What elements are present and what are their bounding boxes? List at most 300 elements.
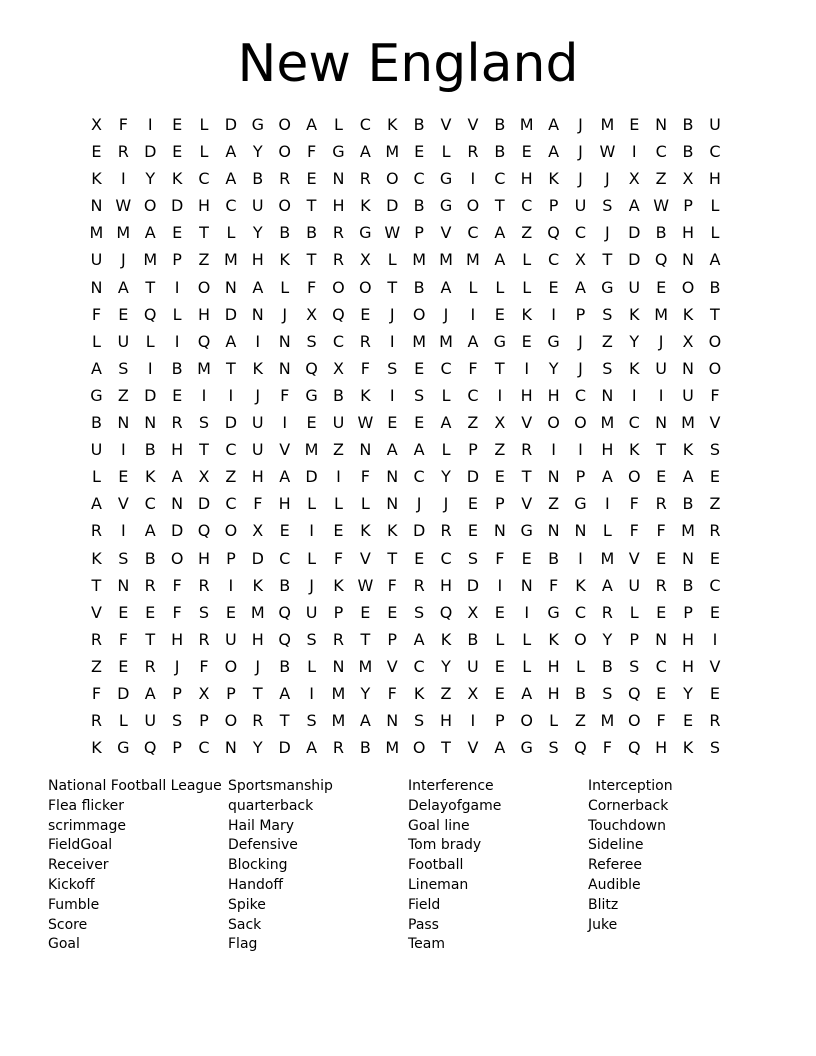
grid-cell: M	[143, 250, 158, 270]
grid-cell: D	[170, 196, 184, 216]
grid-cell: A	[171, 467, 183, 487]
grid-cell: X	[628, 169, 640, 189]
grid-cell: B	[682, 494, 694, 514]
grid-cell: I	[309, 521, 314, 541]
grid-cell: G	[439, 196, 453, 216]
grid-cell: I	[524, 358, 530, 378]
grid-cell: L	[226, 223, 236, 243]
grid-cell: V	[709, 413, 721, 433]
grid-cell: E	[656, 602, 667, 622]
grid-cell: S	[198, 413, 210, 433]
grid-cell: S	[172, 711, 183, 731]
grid-cell: N	[224, 738, 237, 758]
grid-cell: W	[357, 413, 374, 433]
grid-cell: Q	[439, 602, 453, 622]
grid-cell: L	[441, 142, 451, 162]
word-list-item: Touchdown	[588, 817, 666, 834]
grid-cell: R	[332, 738, 345, 758]
grid-cell: M	[89, 223, 104, 243]
grid-cell: C	[467, 223, 479, 243]
grid-cell: P	[575, 304, 586, 324]
grid-cell: A	[548, 142, 560, 162]
word-list-item: Receiver	[48, 857, 109, 874]
grid-cell: I	[389, 385, 395, 405]
grid-cell: A	[440, 413, 452, 433]
grid-cell: S	[467, 548, 478, 568]
grid-cell: C	[655, 656, 667, 676]
word-list-item: Flag	[228, 936, 258, 953]
grid-cell: L	[334, 494, 343, 514]
grid-cell: U	[682, 385, 694, 405]
grid-cell: E	[682, 711, 694, 731]
grid-cell: R	[655, 494, 667, 514]
grid-cell: L	[387, 250, 397, 270]
grid-cell: V	[90, 602, 102, 622]
grid-cell: Q	[627, 738, 641, 758]
grid-cell: U	[628, 575, 641, 595]
grid-cell: C	[332, 331, 345, 351]
grid-cell: N	[144, 413, 157, 433]
grid-cell: E	[387, 413, 398, 433]
grid-cell: C	[440, 548, 452, 568]
grid-cell: K	[360, 385, 371, 405]
grid-cell: L	[495, 629, 505, 649]
grid-cell: S	[306, 629, 317, 649]
grid-cell: L	[549, 711, 559, 731]
grid-cell: Z	[548, 494, 560, 514]
grid-cell: P	[387, 629, 398, 649]
grid-cell: B	[359, 738, 371, 758]
grid-cell: J	[309, 575, 314, 595]
grid-cell: I	[497, 385, 503, 405]
word-list-item: Field	[408, 896, 441, 913]
grid-cell: P	[333, 602, 344, 622]
grid-cell: S	[414, 385, 425, 405]
grid-cell: G	[117, 738, 130, 758]
grid-cell: A	[144, 683, 156, 703]
grid-cell: Q	[547, 223, 560, 243]
grid-cell: K	[629, 358, 640, 378]
grid-cell: N	[386, 711, 399, 731]
grid-cell: G	[90, 385, 103, 405]
grid-cell: E	[414, 142, 425, 162]
grid-cell: S	[198, 602, 210, 622]
grid-cell: B	[279, 656, 291, 676]
grid-cell: C	[440, 358, 452, 378]
grid-cell: L	[441, 440, 451, 460]
grid-cell: K	[333, 575, 344, 595]
word-list-item: Fumble	[48, 896, 100, 913]
word-list-item: Hail Mary	[228, 817, 295, 834]
grid-cell: L	[629, 602, 639, 622]
grid-cell: E	[656, 683, 667, 703]
grid-cell: X	[467, 602, 479, 622]
grid-cell: Y	[441, 467, 451, 487]
grid-cell: K	[413, 683, 425, 703]
grid-cell: T	[199, 440, 209, 460]
grid-cell: B	[682, 575, 694, 595]
grid-cell: E	[548, 277, 559, 297]
grid-cell: T	[199, 223, 209, 243]
grid-cell: F	[118, 115, 128, 134]
grid-cell: L	[199, 115, 209, 134]
grid-cell: N	[224, 277, 237, 297]
grid-cell: E	[414, 413, 425, 433]
grid-cell: O	[520, 711, 533, 731]
grid-cell: C	[225, 196, 237, 216]
grid-cell: E	[172, 223, 183, 243]
grid-cell: I	[551, 304, 556, 324]
grid-cell: A	[682, 467, 694, 487]
grid-cell: M	[223, 250, 238, 270]
grid-cell: C	[655, 142, 667, 162]
grid-cell: Z	[332, 440, 344, 460]
grid-cell: X	[494, 413, 506, 433]
grid-cell: R	[198, 575, 210, 595]
grid-cell: E	[709, 683, 720, 703]
word-list-item: quarterback	[228, 797, 314, 814]
grid-cell: Y	[252, 738, 263, 758]
grid-cell: C	[198, 169, 210, 189]
grid-cell: C	[413, 169, 425, 189]
grid-cell: F	[602, 738, 612, 758]
grid-cell: I	[578, 548, 583, 568]
grid-cell: A	[359, 142, 371, 162]
grid-cell: V	[709, 656, 721, 676]
grid-cell: U	[90, 250, 103, 270]
grid-cell: O	[627, 711, 641, 731]
grid-cell: T	[494, 196, 505, 216]
grid-cell: V	[521, 413, 533, 433]
grid-cell: A	[144, 223, 156, 243]
grid-cell: C	[574, 602, 587, 622]
grid-cell: P	[575, 467, 586, 487]
grid-cell: R	[332, 223, 345, 243]
grid-cell: X	[252, 521, 264, 541]
grid-cell: C	[494, 169, 506, 189]
grid-cell: U	[251, 440, 264, 460]
grid-cell: Z	[601, 331, 613, 351]
grid-cell: B	[413, 277, 425, 297]
grid-cell: S	[709, 738, 720, 758]
grid-cell: L	[710, 196, 720, 216]
grid-cell: M	[358, 656, 373, 676]
grid-cell: F	[468, 358, 478, 378]
grid-cell: R	[709, 711, 721, 731]
grid-cell: O	[708, 331, 722, 351]
grid-cell: N	[386, 494, 399, 514]
word-list-item: Pass	[408, 916, 439, 933]
grid-cell: C	[709, 575, 721, 595]
grid-cell: E	[709, 467, 720, 487]
grid-cell: P	[494, 494, 505, 514]
grid-cell: D	[144, 385, 157, 405]
grid-cell: N	[547, 467, 560, 487]
grid-cell: B	[413, 115, 425, 134]
word-list-item: Interception	[588, 778, 673, 794]
grid-cell: H	[520, 169, 533, 189]
grid-cell: P	[226, 683, 236, 703]
grid-cell: F	[306, 142, 317, 162]
grid-cell: E	[172, 115, 183, 134]
grid-cell: R	[655, 575, 667, 595]
grid-cell: J	[578, 331, 583, 351]
grid-cell: G	[359, 223, 372, 243]
grid-cell: B	[682, 115, 694, 134]
grid-cell: H	[171, 440, 184, 460]
grid-cell: F	[172, 575, 182, 595]
grid-cell: R	[521, 440, 533, 460]
grid-cell: F	[172, 602, 182, 622]
grid-cell: X	[198, 467, 210, 487]
grid-cell: T	[91, 575, 102, 595]
grid-cell: O	[224, 656, 238, 676]
grid-cell: Y	[441, 656, 451, 676]
grid-cell: S	[414, 711, 425, 731]
grid-cell: I	[147, 115, 153, 134]
word-list-item: Team	[408, 936, 446, 953]
grid-cell: L	[145, 331, 155, 351]
grid-cell: F	[387, 575, 397, 595]
grid-cell: Q	[574, 738, 587, 758]
word-list-item: scrimmage	[48, 817, 126, 834]
grid-cell: I	[336, 467, 341, 487]
grid-cell: A	[628, 196, 640, 216]
grid-cell: V	[279, 440, 291, 460]
grid-cell: N	[251, 304, 264, 324]
grid-cell: F	[629, 521, 639, 541]
grid-cell: K	[682, 304, 694, 324]
grid-cell: S	[387, 358, 398, 378]
grid-cell: K	[252, 358, 264, 378]
grid-cell: F	[253, 494, 263, 514]
grid-cell: K	[548, 169, 559, 189]
grid-cell: U	[628, 277, 641, 297]
grid-cell: F	[118, 629, 128, 649]
grid-cell: Z	[494, 440, 506, 460]
grid-cell: A	[306, 115, 318, 134]
grid-cell: K	[91, 548, 102, 568]
grid-cell: T	[387, 548, 398, 568]
grid-cell: M	[385, 738, 400, 758]
grid-cell: E	[709, 602, 720, 622]
grid-cell: H	[547, 656, 560, 676]
grid-cell: S	[602, 196, 613, 216]
grid-cell: I	[712, 629, 718, 649]
grid-cell: M	[331, 683, 346, 703]
grid-cell: H	[197, 548, 211, 568]
grid-cell: K	[548, 629, 559, 649]
grid-cell: Y	[252, 142, 263, 162]
grid-cell: E	[387, 602, 398, 622]
grid-cell: B	[144, 548, 156, 568]
grid-cell: O	[197, 277, 211, 297]
grid-cell: X	[359, 250, 371, 270]
grid-cell: U	[251, 413, 264, 433]
grid-cell: R	[359, 169, 371, 189]
grid-cell: A	[279, 467, 291, 487]
grid-cell: M	[304, 440, 319, 460]
grid-cell: C	[521, 196, 533, 216]
grid-cell: N	[574, 521, 587, 541]
grid-cell: G	[332, 142, 345, 162]
grid-cell: N	[682, 358, 695, 378]
grid-cell: P	[629, 629, 640, 649]
word-list-item: Spike	[228, 896, 266, 913]
grid-cell: U	[332, 413, 345, 433]
grid-cell: E	[145, 602, 156, 622]
grid-cell: F	[360, 467, 370, 487]
word-list-column	[228, 777, 408, 955]
grid-cell: U	[225, 629, 237, 649]
grid-cell: I	[120, 521, 126, 541]
grid-cell: D	[224, 304, 238, 324]
grid-cell: M	[681, 521, 695, 541]
grid-cell: C	[198, 738, 210, 758]
grid-cell: Y	[629, 331, 640, 351]
grid-cell: B	[144, 440, 156, 460]
grid-cell: F	[199, 656, 209, 676]
grid-cell: R	[90, 521, 102, 541]
grid-cell: V	[386, 656, 398, 676]
grid-cell: K	[521, 304, 532, 324]
grid-cell: X	[306, 304, 318, 324]
grid-cell: M	[600, 548, 615, 568]
grid-cell: T	[387, 277, 398, 297]
grid-cell: K	[682, 738, 694, 758]
grid-cell: A	[90, 358, 102, 378]
grid-cell: Z	[90, 656, 102, 676]
grid-cell: O	[224, 521, 238, 541]
grid-cell: B	[413, 196, 425, 216]
grid-cell: O	[224, 711, 238, 731]
grid-cell: D	[305, 467, 318, 487]
grid-cell: A	[225, 169, 237, 189]
grid-cell: B	[279, 575, 291, 595]
word-list-item: Goal line	[408, 817, 470, 834]
grid-cell: S	[306, 711, 317, 731]
grid-cell: J	[443, 304, 449, 324]
grid-cell: A	[144, 521, 156, 541]
grid-cell: T	[441, 738, 451, 758]
grid-cell: I	[524, 602, 530, 622]
grid-cell: M	[681, 413, 695, 433]
word-list	[48, 777, 768, 955]
word-list-item: Tom brady	[408, 837, 482, 854]
grid-cell: Z	[440, 683, 452, 703]
grid-cell: L	[522, 629, 532, 649]
grid-cell: T	[145, 277, 156, 297]
grid-cell: K	[360, 196, 371, 216]
grid-cell: G	[547, 331, 560, 351]
grid-cell: Y	[602, 629, 613, 649]
grid-cell: N	[171, 494, 184, 514]
grid-cell: D	[278, 738, 291, 758]
word-list-item: Goal	[48, 936, 80, 953]
grid-cell: I	[120, 440, 126, 460]
grid-cell: S	[548, 738, 559, 758]
grid-cell: E	[494, 467, 505, 487]
grid-cell: W	[384, 223, 401, 243]
grid-cell: K	[575, 575, 586, 595]
word-list-item: Sack	[228, 916, 262, 933]
grid-cell: Z	[198, 250, 210, 270]
grid-cell: J	[389, 304, 395, 324]
grid-cell: A	[252, 277, 264, 297]
grid-cell: B	[171, 358, 183, 378]
grid-cell: I	[470, 169, 476, 189]
grid-cell: F	[360, 358, 370, 378]
grid-cell: Q	[197, 331, 211, 351]
grid-cell: E	[709, 548, 720, 568]
grid-cell: I	[201, 385, 207, 405]
word-list-item: Blitz	[588, 896, 619, 913]
grid-cell: L	[522, 250, 532, 270]
grid-cell: S	[118, 358, 129, 378]
grid-cell: F	[333, 548, 344, 568]
word-list-item: Interference	[408, 778, 494, 794]
grid-cell: E	[118, 656, 129, 676]
grid-cell: E	[360, 304, 371, 324]
grid-cell: F	[91, 683, 102, 703]
grid-cell: H	[440, 575, 453, 595]
grid-cell: G	[520, 738, 533, 758]
grid-cell: G	[520, 521, 533, 541]
grid-cell: H	[251, 467, 264, 487]
grid-cell: R	[171, 413, 183, 433]
grid-cell: G	[574, 494, 587, 514]
grid-cell: H	[682, 656, 695, 676]
grid-cell: Y	[145, 169, 156, 189]
grid-cell: I	[389, 331, 395, 351]
puzzle-title: New England	[237, 34, 579, 94]
grid-cell: R	[252, 711, 264, 731]
grid-cell: E	[467, 521, 478, 541]
grid-cell: T	[145, 629, 156, 649]
grid-cell: J	[578, 115, 583, 134]
grid-cell: H	[251, 629, 264, 649]
grid-cell: B	[494, 142, 506, 162]
grid-cell: W	[599, 142, 616, 162]
grid-cell: S	[414, 602, 425, 622]
grid-cell: P	[494, 711, 505, 731]
grid-cell: G	[493, 331, 506, 351]
grid-cell: L	[199, 142, 209, 162]
grid-cell: R	[413, 575, 425, 595]
word-list-column	[408, 777, 588, 955]
grid-cell: N	[90, 277, 103, 297]
grid-cell: C	[413, 467, 425, 487]
grid-cell: J	[605, 169, 610, 189]
word-list-item: Handoff	[228, 876, 284, 893]
grid-cell: U	[655, 358, 667, 378]
grid-cell: L	[280, 277, 290, 297]
grid-cell: E	[172, 142, 183, 162]
grid-cell: M	[439, 331, 453, 351]
grid-cell: Q	[305, 358, 318, 378]
grid-cell: L	[522, 656, 532, 676]
grid-cell: T	[226, 358, 236, 378]
grid-cell: H	[547, 683, 560, 703]
grid-cell: Q	[654, 250, 668, 270]
grid-cell: M	[412, 250, 427, 270]
word-list-item: Referee	[588, 857, 642, 874]
grid-cell: Q	[143, 738, 157, 758]
grid-cell: E	[118, 602, 129, 622]
grid-cell: E	[306, 169, 317, 189]
grid-cell: I	[631, 385, 637, 405]
grid-cell: K	[440, 629, 452, 649]
